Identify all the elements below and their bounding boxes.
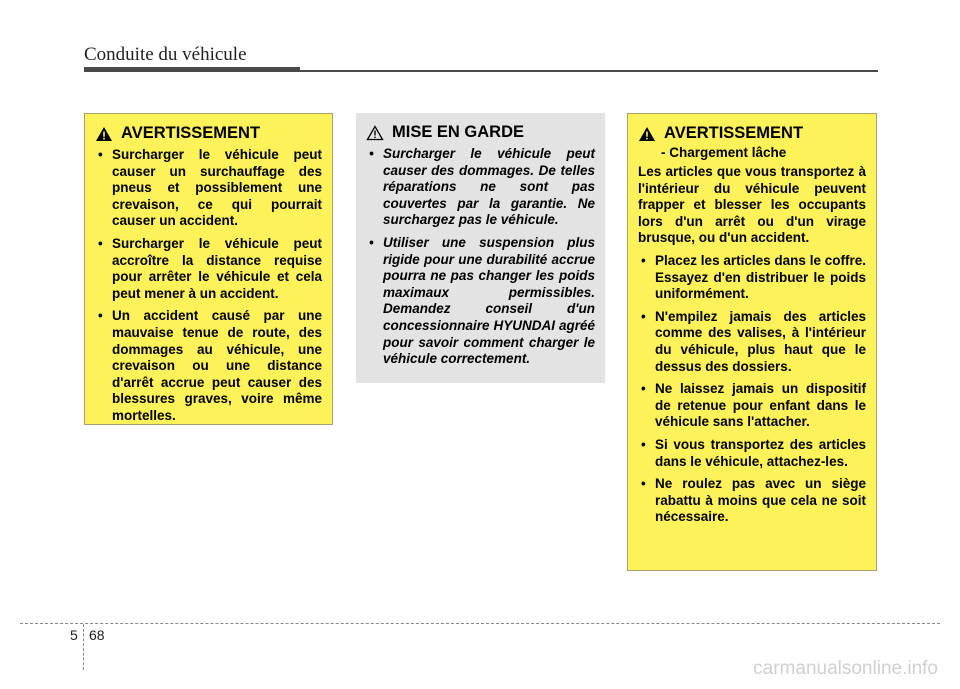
caution-box-title: MISE EN GARDE [392, 123, 525, 141]
warning-box-heading [95, 124, 322, 143]
warning-box-heading [638, 124, 866, 143]
list-item: • N'empilez jamais des articles comme des valises, à l'intérieur du véhicule, plus haut que le dessus des dossiers. [638, 309, 866, 375]
list-item: • Si vous transportez des articles dans le véhicule, attachez-les. [638, 437, 866, 470]
page-number: 68 [89, 627, 105, 643]
list-item: • Placez les articles dans le coffre. Essayez d'en distribuer le poids uniformément. [638, 253, 866, 303]
caution-box-heading [366, 123, 595, 142]
header-rule-thick [84, 67, 300, 72]
list-item: • Ne roulez pas avec un siège rabattu à moins que cela ne soit nécessaire. [638, 476, 866, 526]
footer-page-divider [83, 624, 84, 670]
footer-divider [20, 623, 940, 624]
warning-triangle-icon [638, 126, 656, 142]
list-item: • Surcharger le véhicule peut causer un surchauffage des pneus et possiblement une crevaison, ce qui pourrait causer un accident. [95, 147, 322, 230]
warning-box-title: AVERTISSEMENT [121, 124, 261, 142]
list-item: • Utiliser une suspension plus rigide pour une durabilité accrue pourra ne pas changer les poids maximaux permissibles. Demandez conseil d'un concessionnaire HYUNDAI agréé pour savoir comment charger le véhicule correctement. [366, 235, 595, 368]
warning-box-loose-cargo [627, 113, 877, 571]
list-item: • Ne laissez jamais un dispositif de retenue pour enfant dans le véhicule sans l'attacher. [638, 381, 866, 431]
list-item: • Un accident causé par une mauvaise tenue de route, des dommages au véhicule, une crevaison ou une distance d'arrêt accrue peut causer des blessures graves, voire même mortelles. [95, 308, 322, 424]
warning-box-overload [84, 113, 333, 425]
chapter-number: 5 [70, 627, 78, 643]
list-item: • Surcharger le véhicule peut accroître la distance requise pour arrêter le véhicule et cela peut mener à un accident. [95, 236, 322, 302]
warning-triangle-icon [95, 126, 113, 142]
caution-box-overload [356, 113, 605, 383]
caution-triangle-icon [366, 125, 384, 141]
warning-box-title: AVERTISSEMENT [664, 124, 804, 142]
warning-box-intro: Les articles que vous transportez à l'intérieur du véhicule peuvent frapper et blesser les occupants lors d'un arrêt ou d'un virage brusque, ou d'un accident. [638, 164, 866, 246]
watermark: carmanualsonline.info [753, 658, 938, 679]
warning-box-subtitle: - Chargement lâche [661, 145, 787, 160]
header-rule-thin [300, 70, 878, 72]
page-header-title: Conduite du véhicule [84, 44, 247, 65]
list-item: • Surcharger le véhicule peut causer des dommages. De telles réparations ne sont pas couvertes par la garantie. Ne surchargez pas le véhicule. [366, 146, 595, 229]
